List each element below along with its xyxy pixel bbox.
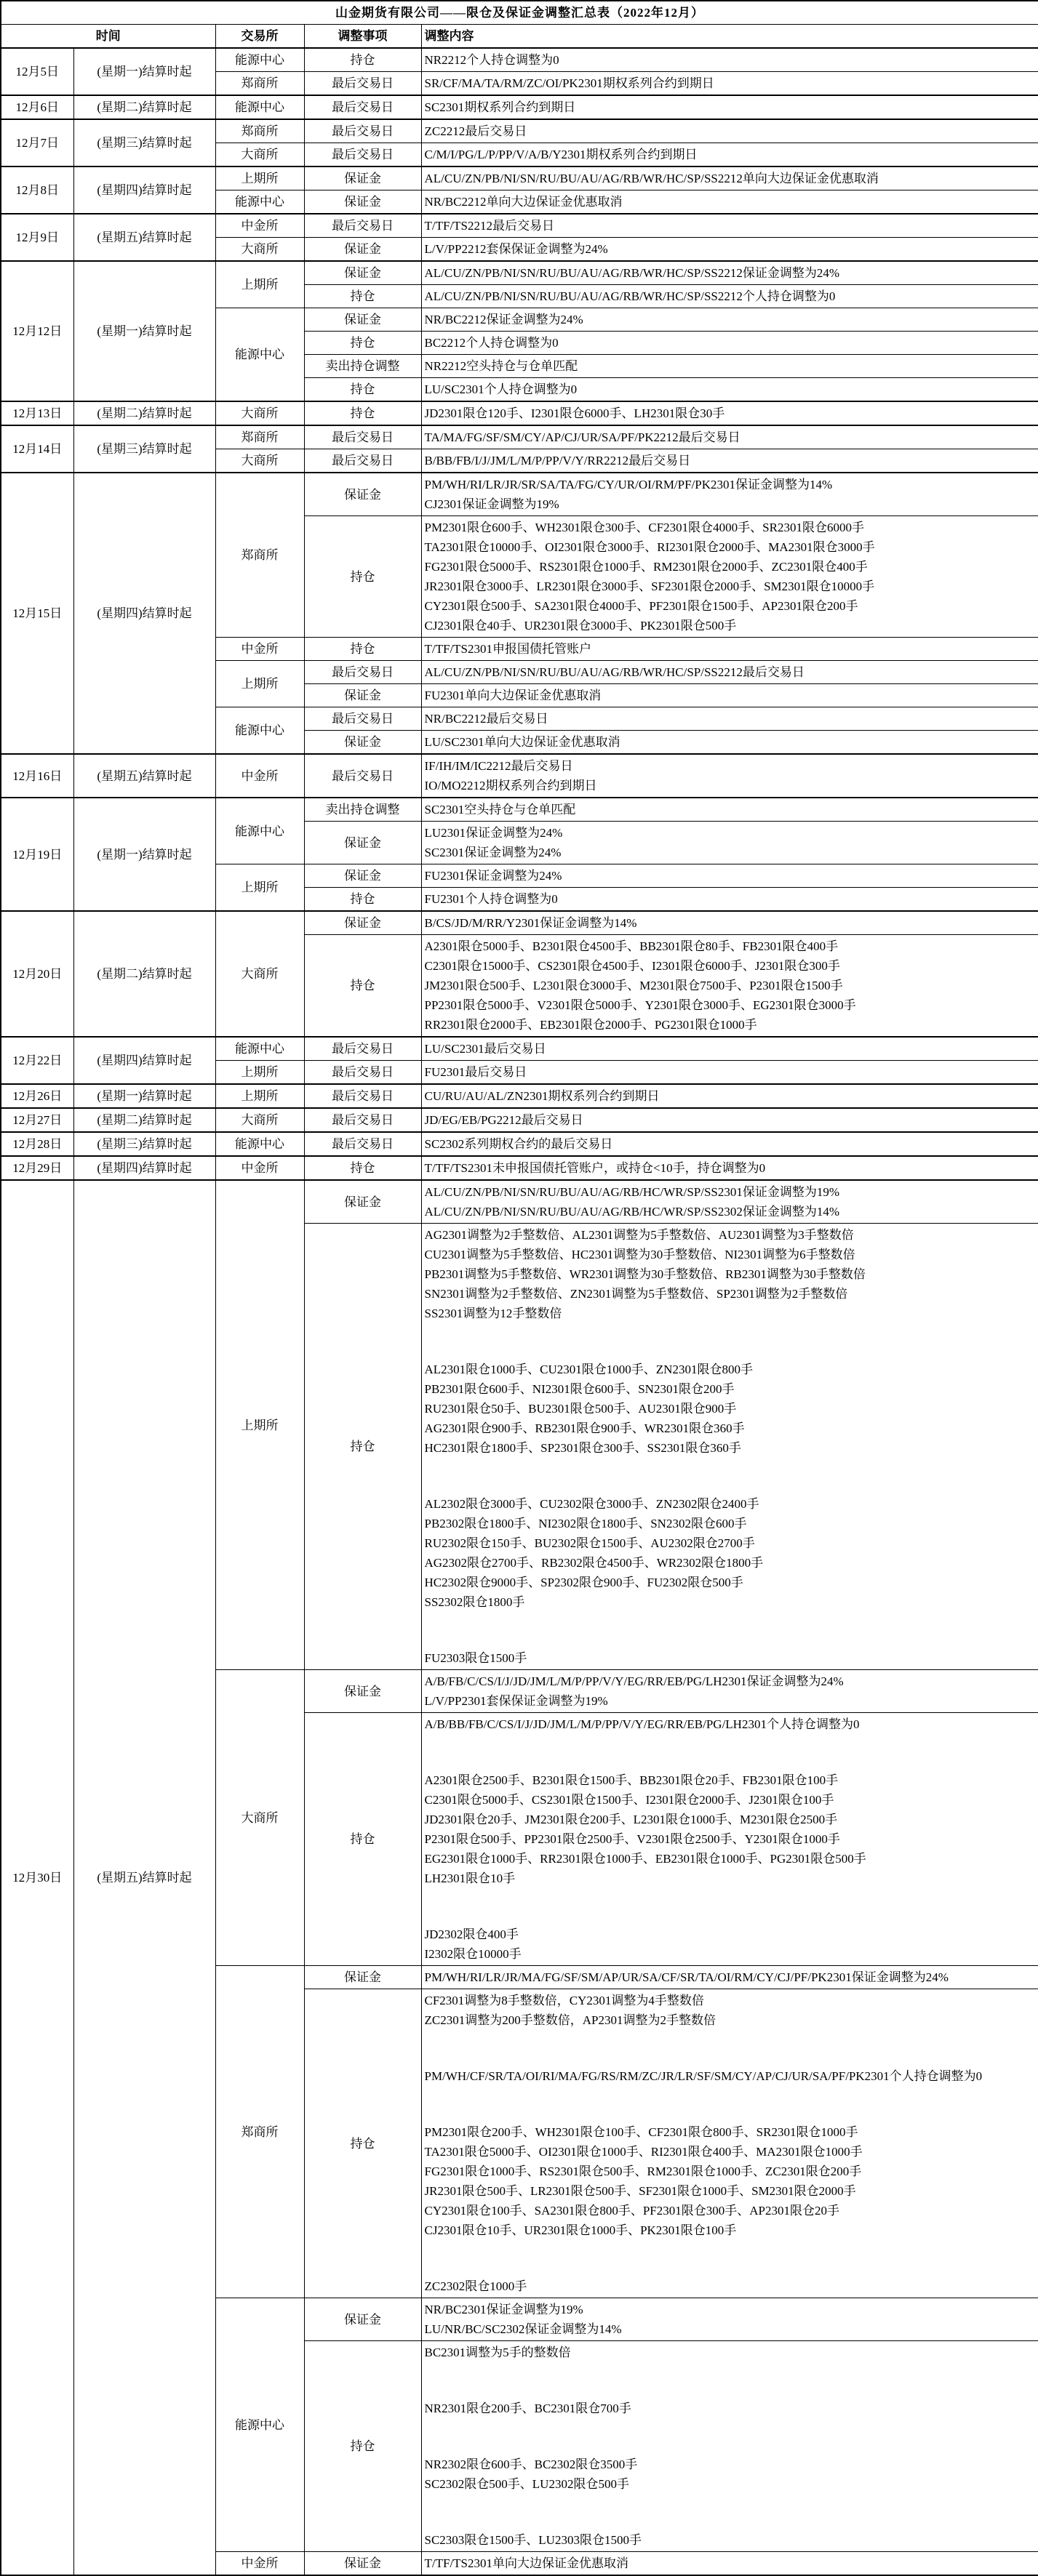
content-gap <box>425 2030 1036 2066</box>
content-line: TA2301限仓5000手、OI2301限仓1000手、RI2301限仓400手、MA2301限仓1000手 <box>424 2145 863 2159</box>
exchange-cell: 郑商所 <box>215 425 304 449</box>
item-cell: 保证金 <box>304 911 421 935</box>
weekday-cell: (星期二)结算时起 <box>73 1108 215 1132</box>
item-cell: 保证金 <box>304 1180 421 1224</box>
content-line: IF/IH/IM/IC2212最后交易日 <box>424 759 573 773</box>
content-line: SN2301调整为2手整数倍、ZN2301调整为5手整数倍、SP2301调整为2手整数倍 <box>424 1287 848 1301</box>
content-line: HC2302限仓9000手、SP2302限仓900手、FU2302限仓500手 <box>424 1576 743 1589</box>
content-line: IO/MO2212期权系列合约到期日 <box>424 779 597 793</box>
content-line: JM2301限仓500手、L2301限仓3000手、M2301限仓7500手、P2301限仓1500手 <box>424 979 843 992</box>
content-cell <box>421 190 1038 214</box>
date-cell: 12月15日 <box>1 473 73 754</box>
content-line: NR2302限仓600手、BC2302限仓3500手 <box>424 2457 638 2471</box>
weekday-cell: (星期一)结算时起 <box>73 798 215 911</box>
item-cell: 保证金 <box>304 238 421 262</box>
content-line: CY2301限仓500手、SA2301限仓4000手、PF2301限仓1500手、AP2301限仓200手 <box>424 599 858 613</box>
table-row <box>1 401 1038 425</box>
table-row <box>1 261 1038 285</box>
date-cell: 12月19日 <box>1 798 73 911</box>
content-line: BC2212个人持仓调整为0 <box>424 336 559 350</box>
date-cell: 12月7日 <box>1 119 73 166</box>
item-cell: 最后交易日 <box>304 1037 421 1061</box>
table-row <box>1 95 1038 119</box>
item-cell: 最后交易日 <box>304 214 421 238</box>
exchange-cell: 郑商所 <box>215 72 304 96</box>
item-cell: 卖出持仓调整 <box>304 798 421 822</box>
item-cell: 持仓 <box>304 2341 421 2552</box>
content-line: EG2301限仓1000手、RR2301限仓1000手、EB2301限仓1000手、PG2301限仓500手 <box>424 1852 866 1866</box>
exchange-cell: 郑商所 <box>215 1966 304 2298</box>
content-line: SS2302限仓1800手 <box>424 1595 525 1609</box>
content-line: AG2302限仓2700手、RB2302限仓4500手、WR2302限仓1800手 <box>424 1556 764 1570</box>
item-cell: 保证金 <box>304 1966 421 1989</box>
content-line: LU/NR/BC/SC2302保证金调整为14% <box>424 2322 622 2336</box>
content-cell <box>421 707 1038 731</box>
content-line: NR2212空头持仓与仓单匹配 <box>424 359 578 373</box>
content-line: RR2301限仓2000手、EB2301限仓2000手、PG2301限仓1000手 <box>424 1018 757 1032</box>
content-cell <box>421 1989 1038 2298</box>
exchange-cell: 上期所 <box>215 1180 304 1670</box>
exchange-cell: 能源中心 <box>215 798 304 864</box>
exchange-cell: 中金所 <box>215 1156 304 1180</box>
date-cell: 12月13日 <box>1 401 73 425</box>
content-cell <box>421 1180 1038 1224</box>
content-line: PM2301限仓200手、WH2301限仓100手、CF2301限仓800手、SR2301限仓1000手 <box>424 2125 858 2139</box>
content-line: NR/BC2212单向大边保证金优惠取消 <box>424 195 623 209</box>
content-line: NR/BC2301保证金调整为19% <box>424 2303 583 2316</box>
table-row <box>1 48 1038 72</box>
content-line: CJ2301保证金调整为19% <box>424 497 559 511</box>
weekday-cell: (星期一)结算时起 <box>73 261 215 401</box>
exchange-cell: 上期所 <box>215 261 304 308</box>
weekday-cell: (星期三)结算时起 <box>73 1132 215 1156</box>
content-cell <box>421 1224 1038 1670</box>
content-cell <box>421 401 1038 425</box>
content-line: JD2301限仓20手、JM2301限仓200手、L2301限仓1000手、M2301限仓2500手 <box>424 1813 838 1826</box>
content-line: T/TF/TS2301单向大边保证金优惠取消 <box>424 2556 629 2570</box>
content-cell <box>421 911 1038 935</box>
content-cell <box>421 638 1038 661</box>
content-gap <box>425 2494 1036 2530</box>
exchange-cell: 能源中心 <box>215 707 304 755</box>
content-line: T/TF/TS2212最后交易日 <box>424 219 555 233</box>
weekday-cell: (星期四)结算时起 <box>73 1156 215 1180</box>
content-line: NR/BC2212保证金调整为24% <box>424 313 583 326</box>
title-row <box>1 1 1038 25</box>
content-line: AL/CU/ZN/PB/NI/SN/RU/BU/AU/AG/RB/HC/WR/SP/SS2302保证金调整为14% <box>424 1205 840 1219</box>
weekday-cell: (星期二)结算时起 <box>73 911 215 1037</box>
item-cell: 保证金 <box>304 1670 421 1713</box>
item-cell: 最后交易日 <box>304 119 421 143</box>
content-gap <box>425 2086 1036 2122</box>
item-cell: 保证金 <box>304 864 421 888</box>
content-line: SR/CF/MA/TA/RM/ZC/OI/PK2301期权系列合约到期日 <box>424 76 714 90</box>
content-line: JD2302限仓400手 <box>424 1927 519 1941</box>
date-cell: 12月9日 <box>1 214 73 261</box>
item-cell: 最后交易日 <box>304 707 421 731</box>
item-cell: 最后交易日 <box>304 754 421 798</box>
exchange-cell: 中金所 <box>215 2552 304 2576</box>
date-cell: 12月16日 <box>1 754 73 798</box>
content-cell <box>421 214 1038 238</box>
content-line: ZC2302限仓1000手 <box>424 2279 527 2293</box>
item-cell: 持仓 <box>304 332 421 355</box>
weekday-cell: (星期四)结算时起 <box>73 166 215 214</box>
content-cell <box>421 449 1038 473</box>
content-cell <box>421 2552 1038 2576</box>
exchange-cell: 中金所 <box>215 214 304 238</box>
exchange-cell: 郑商所 <box>215 473 304 638</box>
item-cell: 持仓 <box>304 285 421 308</box>
table-row <box>1 1180 1038 1224</box>
item-cell: 保证金 <box>304 190 421 214</box>
exchange-cell: 能源中心 <box>215 190 304 214</box>
content-gap <box>425 1323 1036 1360</box>
exchange-cell: 上期所 <box>215 1061 304 1085</box>
table-row <box>1 473 1038 516</box>
content-cell <box>421 2298 1038 2341</box>
content-line: PM/WH/RI/LR/JR/SR/SA/TA/FG/CY/UR/OI/RM/PF/PK2301保证金调整为14% <box>424 478 833 491</box>
exchange-cell: 上期所 <box>215 1084 304 1108</box>
content-line: SC2301空头持仓与仓单匹配 <box>424 803 576 816</box>
weekday-cell: (星期三)结算时起 <box>73 119 215 166</box>
item-cell: 保证金 <box>304 2552 421 2576</box>
content-line: NR2301限仓200手、BC2301限仓700手 <box>424 2402 631 2415</box>
content-line: C2301限仓15000手、CS2301限仓4500手、I2301限仓6000手、J2301限仓300手 <box>424 959 840 973</box>
exchange-cell: 能源中心 <box>215 48 304 72</box>
item-cell: 最后交易日 <box>304 72 421 96</box>
content-line: CU/RU/AU/AL/ZN2301期权系列合约到期日 <box>424 1089 660 1103</box>
content-line: SS2301调整为12手整数倍 <box>424 1307 562 1320</box>
item-cell: 最后交易日 <box>304 1061 421 1085</box>
table-body <box>1 48 1038 2575</box>
exchange-cell: 大商所 <box>215 143 304 167</box>
content-cell <box>421 378 1038 402</box>
content-cell <box>421 238 1038 262</box>
exchange-cell: 中金所 <box>215 638 304 661</box>
content-gap <box>425 1612 1036 1648</box>
content-cell <box>421 355 1038 378</box>
content-gap <box>425 1458 1036 1494</box>
content-line: AL/CU/ZN/PB/NI/SN/RU/BU/AU/AG/RB/WR/HC/SP/SS2212单向大边保证金优惠取消 <box>424 172 879 185</box>
item-cell: 持仓 <box>304 1989 421 2298</box>
weekday-cell: (星期四)结算时起 <box>73 1037 215 1084</box>
content-line: PM2301限仓600手、WH2301限仓300手、CF2301限仓4000手、SR2301限仓6000手 <box>424 521 864 534</box>
content-line: JR2301限仓500手、LR2301限仓500手、SF2301限仓1000手、SM2301限仓2000手 <box>424 2184 856 2198</box>
date-cell: 12月22日 <box>1 1037 73 1084</box>
content-line: NR2212个人持仓调整为0 <box>424 53 559 67</box>
table-row <box>1 1084 1038 1108</box>
col-header-item: 调整事项 <box>304 25 421 49</box>
page-title: 山金期货有限公司——限仓及保证金调整汇总表（2022年12月） <box>1 1 1038 25</box>
content-line: AL2302限仓3000手、CU2302限仓3000手、ZN2302限仓2400手 <box>424 1497 759 1511</box>
content-cell <box>421 72 1038 96</box>
date-cell: 12月14日 <box>1 425 73 473</box>
content-cell <box>421 864 1038 888</box>
item-cell: 最后交易日 <box>304 449 421 473</box>
item-cell: 持仓 <box>304 935 421 1038</box>
content-line: FU2301最后交易日 <box>424 1065 527 1079</box>
content-cell <box>421 1670 1038 1713</box>
content-line: SC2303限仓1500手、LU2303限仓1500手 <box>424 2533 642 2547</box>
content-cell <box>421 1084 1038 1108</box>
content-line: PM/WH/RI/LR/JR/MA/FG/SF/SM/AP/UR/SA/CF/SR/TA/OI/RM/CY/CJ/PF/PK2301保证金调整为24% <box>424 1970 949 1984</box>
content-cell <box>421 684 1038 707</box>
item-cell: 持仓 <box>304 638 421 661</box>
content-line: FU2301保证金调整为24% <box>424 869 562 883</box>
content-line: PB2301限仓600手、NI2301限仓600手、SN2301限仓200手 <box>424 1382 735 1396</box>
item-cell: 持仓 <box>304 1224 421 1670</box>
item-cell: 最后交易日 <box>304 1108 421 1132</box>
exchange-cell: 大商所 <box>215 1108 304 1132</box>
item-cell: 保证金 <box>304 2298 421 2341</box>
content-cell <box>421 119 1038 143</box>
exchange-cell: 大商所 <box>215 238 304 262</box>
content-line: C2301限仓5000手、CS2301限仓1500手、I2301限仓2000手、J2301限仓100手 <box>424 1793 834 1807</box>
content-line: AL/CU/ZN/PB/NI/SN/RU/BU/AU/AG/RB/WR/HC/SP/SS2212个人持仓调整为0 <box>424 289 836 303</box>
content-line: ZC2301调整为200手整数倍，AP2301调整为2手整数倍 <box>424 2013 716 2027</box>
content-line: TA/MA/FG/SF/SM/CY/AP/CJ/UR/SA/PF/PK2212最后交易日 <box>424 430 740 444</box>
content-cell <box>421 166 1038 190</box>
content-line: SC2302限仓500手、LU2302限仓500手 <box>424 2477 629 2491</box>
content-line: PB2301调整为5手整数倍、WR2301调整为30手整数倍、RB2301调整为30手整数倍 <box>424 1267 866 1281</box>
content-line: PM/WH/CF/SR/TA/OI/RI/MA/FG/RS/RM/ZC/JR/LR/SF/SM/CY/AP/CJ/UR/SA/PF/PK2301个人持仓调整为0 <box>424 2069 983 2083</box>
content-gap <box>425 1734 1036 1770</box>
item-cell: 最后交易日 <box>304 143 421 167</box>
date-cell: 12月12日 <box>1 261 73 401</box>
content-line: RU2302限仓150手、BU2302限仓1500手、AU2302限仓2700手 <box>424 1536 755 1550</box>
content-cell <box>421 1108 1038 1132</box>
weekday-cell: (星期五)结算时起 <box>73 754 215 798</box>
table-row <box>1 1156 1038 1180</box>
content-line: PP2301限仓5000手、V2301限仓5000手、Y2301限仓3000手、EG2301限仓3000手 <box>424 998 856 1012</box>
exchange-cell: 上期所 <box>215 864 304 912</box>
content-line: AL/CU/ZN/PB/NI/SN/RU/BU/AU/AG/RB/WR/HC/SP/SS2212最后交易日 <box>424 665 805 679</box>
col-header-content: 调整内容 <box>421 25 1038 49</box>
date-cell: 12月29日 <box>1 1156 73 1180</box>
date-cell: 12月27日 <box>1 1108 73 1132</box>
exchange-cell: 上期所 <box>215 661 304 707</box>
exchange-cell: 上期所 <box>215 166 304 190</box>
content-line: SC2301保证金调整为24% <box>424 846 562 859</box>
content-cell <box>421 731 1038 755</box>
content-line: B/CS/JD/M/RR/Y2301保证金调整为14% <box>424 916 637 930</box>
content-gap <box>425 2362 1036 2399</box>
content-line: HC2301限仓1800手、SP2301限仓300手、SS2301限仓360手 <box>424 1441 741 1455</box>
content-line: CJ2301限仓10手、UR2301限仓1000手、PK2301限仓100手 <box>424 2223 737 2237</box>
weekday-cell: (星期一)结算时起 <box>73 48 215 95</box>
content-line: A/B/BB/FB/C/CS/I/J/JD/JM/L/M/P/PP/V/Y/EG/RR/EB/PG/LH2301个人持仓调整为0 <box>424 1717 860 1731</box>
content-cell <box>421 2341 1038 2552</box>
content-line: LU2301保证金调整为24% <box>424 826 563 840</box>
content-cell <box>421 261 1038 285</box>
content-cell <box>421 935 1038 1038</box>
exchange-cell: 大商所 <box>215 1670 304 1966</box>
date-cell: 12月6日 <box>1 95 73 119</box>
content-cell <box>421 95 1038 119</box>
exchange-cell: 能源中心 <box>215 1037 304 1061</box>
content-cell <box>421 48 1038 72</box>
exchange-cell: 中金所 <box>215 754 304 798</box>
content-cell <box>421 473 1038 516</box>
item-cell: 持仓 <box>304 1156 421 1180</box>
content-gap <box>425 1888 1036 1925</box>
content-line: T/TF/TS2301申报国债托管账户 <box>424 642 592 656</box>
table-row <box>1 425 1038 449</box>
content-cell <box>421 888 1038 912</box>
content-line: P2301限仓500手、PP2301限仓2500手、V2301限仓2500手、Y2301限仓1000手 <box>424 1832 840 1846</box>
content-cell <box>421 516 1038 638</box>
content-line: ZC2212最后交易日 <box>424 124 527 138</box>
item-cell: 持仓 <box>304 1713 421 1966</box>
item-cell: 保证金 <box>304 166 421 190</box>
content-cell <box>421 754 1038 798</box>
content-line: B/BB/FB/I/J/JM/L/M/P/PP/V/Y/RR2212最后交易日 <box>424 454 691 468</box>
table-row <box>1 1037 1038 1061</box>
exchange-cell: 大商所 <box>215 911 304 1037</box>
item-cell: 保证金 <box>304 684 421 707</box>
content-line: A/B/FB/C/CS/I/J/JD/JM/L/M/P/PP/V/Y/EG/RR/EB/PG/LH2301保证金调整为24% <box>424 1674 844 1688</box>
content-line: JD2301限仓120手、I2301限仓6000手、LH2301限仓30手 <box>424 406 725 420</box>
exchange-cell: 能源中心 <box>215 308 304 402</box>
weekday-cell: (星期一)结算时起 <box>73 1084 215 1108</box>
item-cell: 最后交易日 <box>304 1132 421 1156</box>
item-cell: 最后交易日 <box>304 95 421 119</box>
item-cell: 保证金 <box>304 473 421 516</box>
content-cell <box>421 798 1038 822</box>
content-cell <box>421 285 1038 308</box>
content-line: TA2301限仓10000手、OI2301限仓3000手、RI2301限仓2000手、MA2301限仓3000手 <box>424 540 875 554</box>
content-line: A2301限仓2500手、B2301限仓1500手、BB2301限仓20手、FB2301限仓100手 <box>424 1773 839 1787</box>
item-cell: 持仓 <box>304 48 421 72</box>
content-cell <box>421 822 1038 864</box>
item-cell: 保证金 <box>304 308 421 332</box>
weekday-cell: (星期二)结算时起 <box>73 95 215 119</box>
weekday-cell: (星期五)结算时起 <box>73 214 215 261</box>
content-line: FU2303限仓1500手 <box>424 1651 527 1665</box>
table-row <box>1 754 1038 798</box>
date-cell: 12月20日 <box>1 911 73 1037</box>
content-line: LU/SC2301最后交易日 <box>424 1042 546 1056</box>
item-cell: 持仓 <box>304 378 421 402</box>
content-line: CJ2301限仓40手、UR2301限仓3000手、PK2301限仓500手 <box>424 619 737 633</box>
table-row <box>1 119 1038 143</box>
item-cell: 最后交易日 <box>304 1084 421 1108</box>
content-line: L/V/PP2212套保保证金调整为24% <box>424 242 608 256</box>
table-row <box>1 1132 1038 1156</box>
content-cell <box>421 1156 1038 1180</box>
content-line: FU2301单向大边保证金优惠取消 <box>424 689 602 702</box>
col-header-exchange: 交易所 <box>215 25 304 49</box>
exchange-cell: 大商所 <box>215 401 304 425</box>
weekday-cell: (星期四)结算时起 <box>73 473 215 754</box>
content-line: NR/BC2212最后交易日 <box>424 712 548 726</box>
content-line: CF2301调整为8手整数倍，CY2301调整为4手整数倍 <box>424 1994 704 2007</box>
content-line: AL2301限仓1000手、CU2301限仓1000手、ZN2301限仓800手 <box>424 1363 753 1376</box>
exchange-cell: 能源中心 <box>215 1132 304 1156</box>
content-cell <box>421 1037 1038 1061</box>
content-line: CU2301调整为5手整数倍、HC2301调整为30手整数倍、NI2301调整为6手整数倍 <box>424 1248 855 1261</box>
content-line: PB2302限仓1800手、NI2302限仓1800手、SN2302限仓600手 <box>424 1517 747 1530</box>
content-cell <box>421 661 1038 684</box>
content-line: T/TF/TS2301未申报国债托管账户，或持仓<10手，持仓调整为0 <box>424 1161 766 1175</box>
content-line: AG2301限仓900手、RB2301限仓900手、WR2301限仓360手 <box>424 1421 745 1435</box>
item-cell: 最后交易日 <box>304 661 421 684</box>
content-gap <box>425 2240 1036 2276</box>
content-line: RU2301限仓50手、BU2301限仓500手、AU2301限仓900手 <box>424 1402 737 1416</box>
content-cell <box>421 308 1038 332</box>
item-cell: 持仓 <box>304 401 421 425</box>
content-cell <box>421 1061 1038 1085</box>
content-cell <box>421 143 1038 167</box>
table-row <box>1 911 1038 935</box>
weekday-cell: (星期五)结算时起 <box>73 1180 215 2575</box>
exchange-cell: 能源中心 <box>215 95 304 119</box>
content-line: FU2301个人持仓调整为0 <box>424 892 558 906</box>
content-line: SC2301期权系列合约到期日 <box>424 100 576 114</box>
date-cell: 12月26日 <box>1 1084 73 1108</box>
item-cell: 保证金 <box>304 822 421 864</box>
content-line: JR2301限仓3000手、LR2301限仓3000手、SF2301限仓2000手、SM2301限仓10000手 <box>424 579 875 593</box>
content-line: C/M/I/PG/L/P/PP/V/A/B/Y2301期权系列合约到期日 <box>424 148 698 161</box>
table-row <box>1 798 1038 822</box>
item-cell: 持仓 <box>304 516 421 638</box>
content-line: AL/CU/ZN/PB/NI/SN/RU/BU/AU/AG/RB/HC/WR/SP/SS2301保证金调整为19% <box>424 1185 840 1199</box>
content-cell <box>421 1713 1038 1966</box>
date-cell: 12月30日 <box>1 1180 73 2575</box>
weekday-cell: (星期二)结算时起 <box>73 401 215 425</box>
content-cell <box>421 1132 1038 1156</box>
date-cell: 12月8日 <box>1 166 73 214</box>
content-line: I2302限仓10000手 <box>424 1947 522 1961</box>
content-line: A2301限仓5000手、B2301限仓4500手、BB2301限仓80手、FB2301限仓400手 <box>424 939 839 953</box>
content-line: JD/EG/EB/PG2212最后交易日 <box>424 1113 583 1127</box>
content-cell <box>421 425 1038 449</box>
date-cell: 12月5日 <box>1 48 73 95</box>
table-row <box>1 166 1038 190</box>
content-cell <box>421 332 1038 355</box>
table-row <box>1 214 1038 238</box>
content-line: CY2301限仓100手、SA2301限仓800手、PF2301限仓300手、AP2301限仓20手 <box>424 2204 839 2218</box>
content-line: FG2301限仓1000手、RS2301限仓500手、RM2301限仓1000手、ZC2301限仓200手 <box>424 2164 862 2178</box>
exchange-cell: 郑商所 <box>215 119 304 143</box>
content-gap <box>425 2418 1036 2455</box>
item-cell: 保证金 <box>304 261 421 285</box>
col-header-time: 时间 <box>1 25 215 49</box>
content-line: L/V/PP2301套保保证金调整为19% <box>424 1694 608 1708</box>
exchange-cell: 能源中心 <box>215 2298 304 2552</box>
header-row <box>1 25 1038 49</box>
item-cell: 持仓 <box>304 888 421 912</box>
content-line: LU/SC2301个人持仓调整为0 <box>424 382 578 396</box>
content-line: LU/SC2301单向大边保证金优惠取消 <box>424 735 620 749</box>
content-line: SC2302系列期权合约的最后交易日 <box>424 1137 613 1151</box>
content-line: AL/CU/ZN/PB/NI/SN/RU/BU/AU/AG/RB/WR/HC/SP/SS2212保证金调整为24% <box>424 266 840 280</box>
date-cell: 12月28日 <box>1 1132 73 1156</box>
item-cell: 最后交易日 <box>304 425 421 449</box>
weekday-cell: (星期三)结算时起 <box>73 425 215 473</box>
content-line: FG2301限仓5000手、RS2301限仓1000手、RM2301限仓2000手、ZC2301限仓400手 <box>424 560 868 574</box>
content-line: BC2301调整为5手的整数倍 <box>424 2346 571 2359</box>
exchange-cell: 大商所 <box>215 449 304 473</box>
table-row <box>1 1108 1038 1132</box>
item-cell: 卖出持仓调整 <box>304 355 421 378</box>
content-line: LH2301限仓10手 <box>424 1871 516 1885</box>
content-cell <box>421 1966 1038 1989</box>
item-cell: 保证金 <box>304 731 421 755</box>
content-line: AG2301调整为2手整数倍、AL2301调整为5手整数倍、AU2301调整为3手整数倍 <box>424 1228 854 1242</box>
